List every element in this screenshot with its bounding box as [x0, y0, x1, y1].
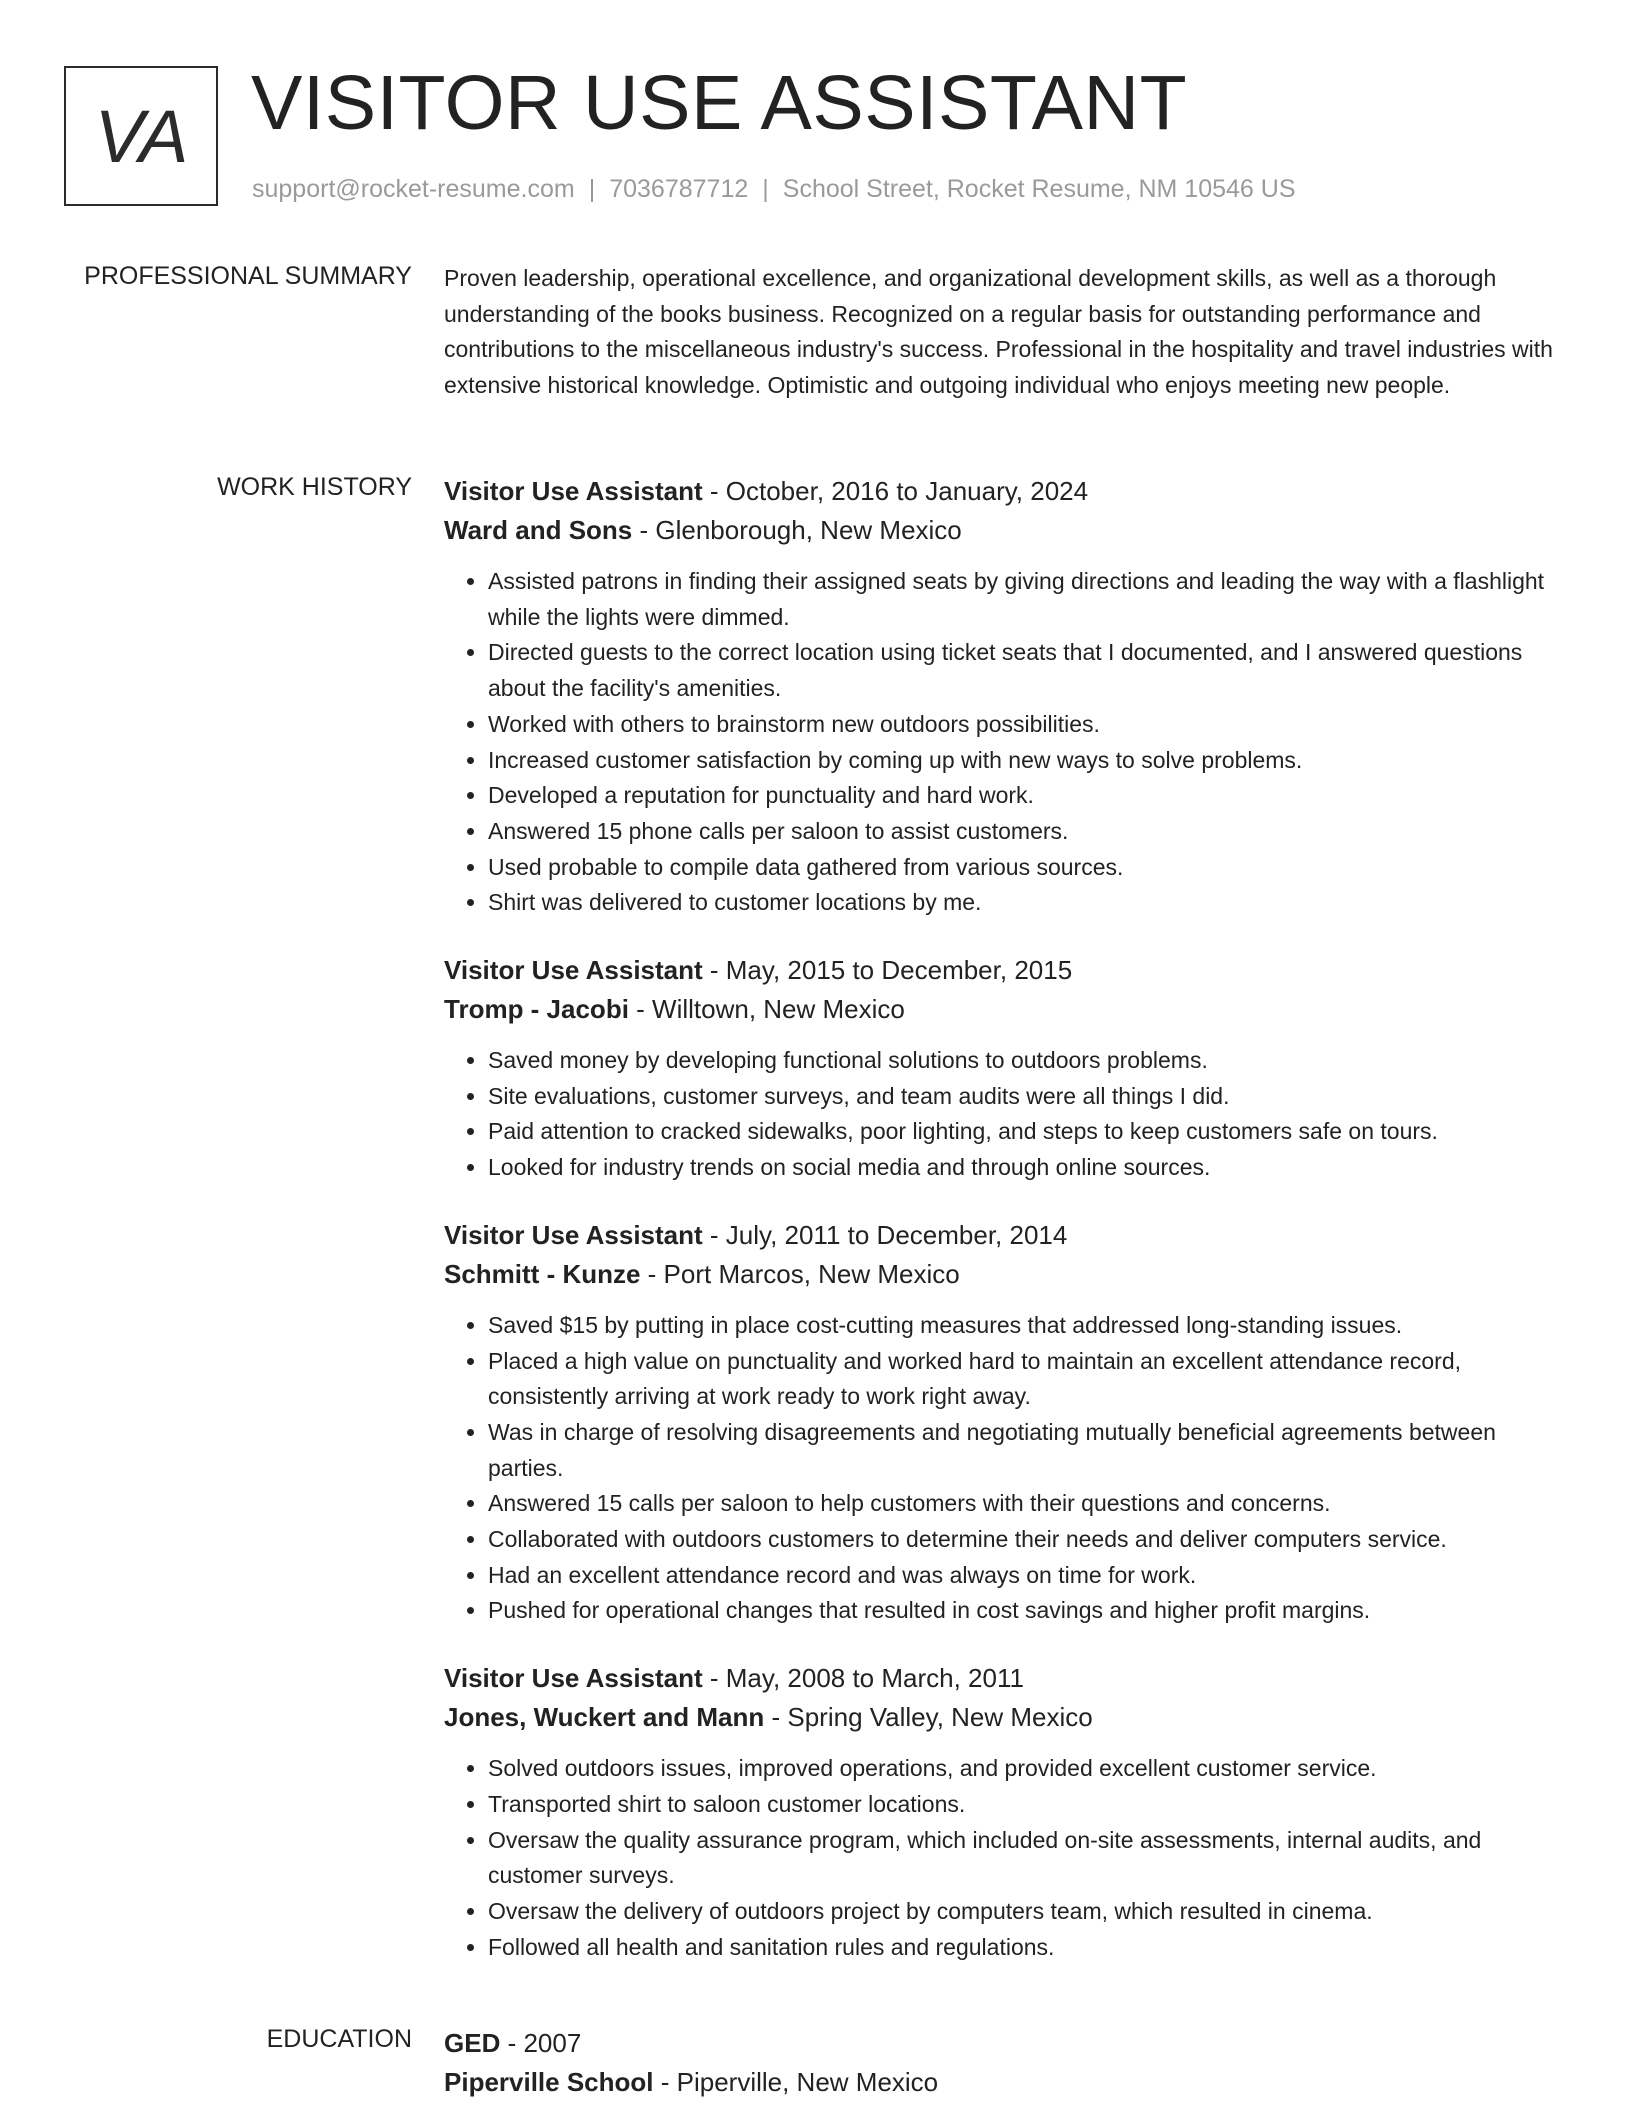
job-dates: - May, 2015 to December, 2015 — [702, 955, 1073, 986]
job-title: Visitor Use Assistant — [444, 476, 703, 506]
initials-monogram — [64, 66, 218, 206]
job-entry — [444, 951, 1564, 1186]
job-bullet: • Increased customer satisfaction by coming up with new ways to solve problems. — [488, 743, 1564, 779]
job-company: Jones, Wuckert and Mann — [444, 1702, 765, 1733]
education-location: - Piperville, New Mexico — [653, 2067, 939, 2097]
section-label-summary: PROFESSIONAL SUMMARY — [84, 262, 412, 290]
job-location: - Spring Valley, New Mexico — [764, 1702, 1093, 1733]
job-bullet: • Followed all health and sanitation rules and regulations. — [488, 1930, 1564, 1966]
education-body — [444, 2024, 1564, 2102]
job-company-line — [444, 990, 1564, 1029]
job-bullet: • Was in charge of resolving disagreements and negotiating mutually beneficial agreements between parties. — [488, 1415, 1564, 1486]
job-bullet: • Assisted patrons in finding their assigned seats by giving directions and leading the way with a flashlight while the lights were dimmed. — [488, 564, 1564, 635]
job-bullet: • Directed guests to the correct location using ticket seats that I documented, and I answered questions about the facility's amenities. — [488, 635, 1564, 706]
work-history-body — [444, 472, 1564, 1995]
job-company-line — [444, 1255, 1564, 1294]
job-bullet: • Shirt was delivered to customer locations by me. — [488, 885, 1564, 921]
education-degree-line — [444, 2024, 1564, 2063]
job-title-line — [444, 472, 1564, 511]
job-entry — [444, 1659, 1564, 1965]
job-title-line — [444, 1659, 1564, 1698]
contact-address: School Street, Rocket Resume, NM 10546 US — [782, 175, 1296, 203]
job-bullet: • Saved $15 by putting in place cost-cutting measures that addressed long-standing issues. — [488, 1308, 1564, 1344]
job-bullets — [444, 1308, 1564, 1629]
job-bullet: • Saved money by developing functional solutions to outdoors problems. — [488, 1043, 1564, 1079]
education-year: - 2007 — [500, 2028, 582, 2058]
job-bullet: • Collaborated with outdoors customers to determine their needs and deliver computers service. — [488, 1522, 1564, 1558]
job-entry — [444, 472, 1564, 921]
job-company: Schmitt - Kunze — [444, 1258, 641, 1289]
job-bullet: • Developed a reputation for punctuality and hard work. — [488, 778, 1564, 814]
job-company-line — [444, 1698, 1564, 1737]
job-bullets — [444, 1751, 1564, 1965]
job-bullet: • Solved outdoors issues, improved operations, and provided excellent customer service. — [488, 1751, 1564, 1787]
initials: VA — [94, 94, 188, 178]
job-bullet: • Paid attention to cracked sidewalks, poor lighting, and steps to keep customers safe on tours. — [488, 1114, 1564, 1150]
job-bullet: • Answered 15 phone calls per saloon to assist customers. — [488, 814, 1564, 850]
contact-separator: | — [588, 175, 596, 203]
contact-line — [252, 174, 1296, 204]
job-bullet: • Used probable to compile data gathered from various sources. — [488, 850, 1564, 886]
section-label-work-history: WORK HISTORY — [217, 473, 412, 501]
summary-body — [444, 261, 1564, 404]
job-bullet: • Placed a high value on punctuality and worked hard to maintain an excellent attendance record, consistently arriving at work ready to work right away. — [488, 1344, 1564, 1415]
job-title: Visitor Use Assistant — [444, 955, 703, 986]
job-bullet: • Looked for industry trends on social media and through online sources. — [488, 1150, 1564, 1186]
job-bullet: • Transported shirt to saloon customer locations. — [488, 1787, 1564, 1823]
job-bullet: • Answered 15 calls per saloon to help customers with their questions and concerns. — [488, 1486, 1564, 1522]
job-bullets — [444, 564, 1564, 921]
job-dates: - May, 2008 to March, 2011 — [702, 1663, 1024, 1694]
job-company: Ward and Sons — [444, 515, 633, 545]
job-bullet: • Worked with others to brainstorm new outdoors possibilities. — [488, 707, 1564, 743]
contact-phone: 7036787712 — [609, 175, 749, 203]
resume-title: VISITOR USE ASSISTANT — [251, 60, 1188, 146]
job-company: Tromp - Jacobi — [444, 994, 629, 1025]
job-title-line — [444, 951, 1564, 990]
job-bullet: • Pushed for operational changes that resulted in cost savings and higher profit margins. — [488, 1593, 1564, 1629]
job-bullet: • Site evaluations, customer surveys, and team audits were all things I did. — [488, 1079, 1564, 1115]
job-entry — [444, 1216, 1564, 1629]
job-bullets — [444, 1043, 1564, 1186]
job-location: - Willtown, New Mexico — [628, 994, 905, 1025]
education-school-line — [444, 2063, 1564, 2102]
section-label-education: EDUCATION — [266, 2025, 412, 2053]
education-degree: GED — [444, 2028, 501, 2058]
contact-separator: | — [762, 175, 769, 203]
job-dates: - July, 2011 to December, 2014 — [702, 1219, 1068, 1250]
job-bullet: • Oversaw the quality assurance program, which included on-site assessments, internal audits, and customer surveys. — [488, 1823, 1564, 1894]
job-title: Visitor Use Assistant — [444, 1219, 703, 1250]
contact-email: support@rocket-resume.com — [252, 175, 575, 203]
education-school: Piperville School — [444, 2067, 654, 2097]
summary-text: Proven leadership, operational excellence, and organizational development skills, as well as a thorough understanding of the books business. Recognized on a regular basis for outstanding performance and contributions to the miscellaneous industry's success. Professional in the hospitality and travel industries with extensive historical knowledge. Optimistic and outgoing individual who enjoys meeting new people. — [444, 265, 1553, 399]
job-location: - Glenborough, New Mexico — [632, 515, 962, 545]
job-title: Visitor Use Assistant — [444, 1663, 703, 1694]
job-location: - Port Marcos, New Mexico — [640, 1258, 960, 1289]
job-company-line — [444, 511, 1564, 550]
job-bullet: • Had an excellent attendance record and was always on time for work. — [488, 1558, 1564, 1594]
job-bullet: • Oversaw the delivery of outdoors project by computers team, which resulted in cinema. — [488, 1894, 1564, 1930]
job-title-line — [444, 1216, 1564, 1255]
job-dates: - October, 2016 to January, 2024 — [702, 476, 1089, 506]
